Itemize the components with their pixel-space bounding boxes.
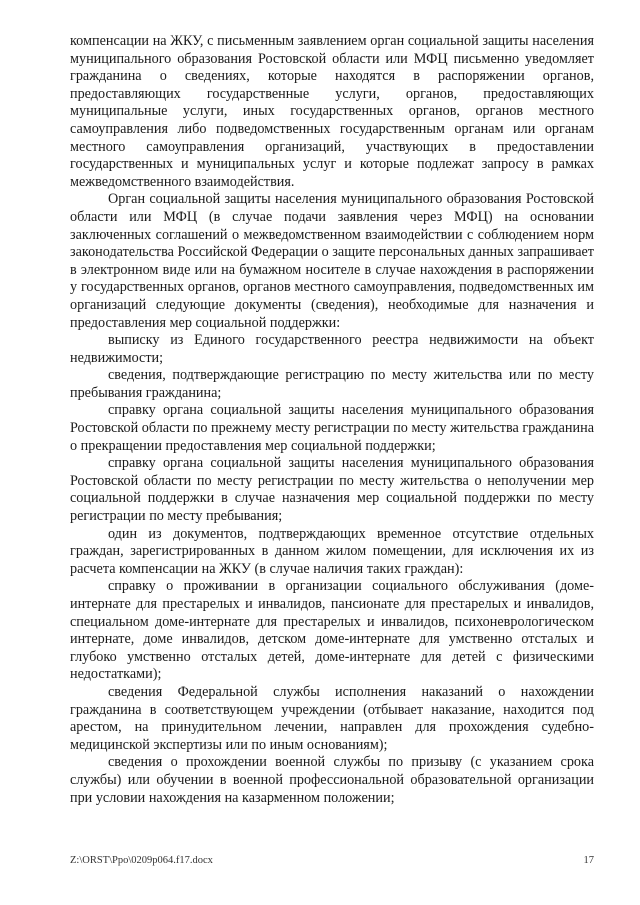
paragraph: сведения Федеральной службы исполнения наказаний о нахождении гражданина в соответствующем учреждении (отбывает наказание, находится под арестом, на принудительном лечении, направлен для прохождения судебно-медицинской экспертизы или по иным основаниям); [70, 683, 594, 753]
paragraph: Орган социальной защиты населения муниципального образования Ростовской области или МФЦ (в случае подачи заявления через МФЦ) на основании заключенных соглашений о межведомственном взаимодействии с соблюдением норм законодательства Российской Федерации о защите персональных данных запрашивает в электронном виде или на бумажном носителе в случае нахождения в распоряжении у государственных органов, органов местного самоуправления, подведомственных им организаций следующие документы (сведения), необходимые для назначения и предоставления мер социальной поддержки: [70, 191, 594, 331]
file-path: Z:\ORST\Ppo\0209p064.f17.docx [70, 855, 213, 866]
paragraph: сведения о прохождении военной службы по призыву (с указанием срока службы) или обучении в военной профессиональной образовательной организации при условии нахождения на казарменном положении; [70, 754, 594, 806]
paragraph: справку органа социальной защиты населения муниципального образования Ростовской области по месту регистрации по месту жительства о неполучении мер социальной поддержки в случае назначения мер социальной поддержки по месту регистрации по месту пребывания; [70, 455, 594, 525]
paragraph: выписку из Единого государственного реестра недвижимости на объект недвижимости; [70, 332, 594, 366]
page-number: 17 [583, 855, 594, 866]
paragraph: справку органа социальной защиты населения муниципального образования Ростовской области по прежнему месту регистрации по месту жительства гражданина о прекращении предоставления мер социальной поддержки; [70, 402, 594, 454]
paragraph: сведения, подтверждающие регистрацию по месту жительства или по месту пребывания гражданина; [70, 367, 594, 401]
paragraph: справку о проживании в организации социального обслуживания (доме-интернате для престарелых и инвалидов, пансионате для престарелых и инвалидов, специальном доме-интернате для престарелых и инвалидов, психоневрологическом интернате, доме инвалидов, детском доме-интернате для умственно отсталых и глубоко умственно отсталых детей, доме-интернате для детей с физическими недостатками); [70, 578, 594, 683]
paragraph: один из документов, подтверждающих временное отсутствие отдельных граждан, зарегистрированных в данном жилом помещении, для исключения их из расчета компенсации на ЖКУ (в случае наличия таких граждан): [70, 525, 594, 577]
paragraph: компенсации на ЖКУ, с письменным заявлением орган социальной защиты населения муниципального образования Ростовской области или МФЦ письменно уведомляет гражданина о сведениях, которые находятся в распоряжении органов, предоставляющих государственные услуги, органов, предоставляющих муниципальные услуги, иных государственных органов, органов местного самоуправления либо подведомственных государственным органам или органам местного самоуправления организаций, участвующих в предоставлении государственных и муниципальных услуг и которые подлежат запросу в рамках межведомственного взаимодействия. [70, 33, 594, 190]
document-body [70, 33, 594, 807]
